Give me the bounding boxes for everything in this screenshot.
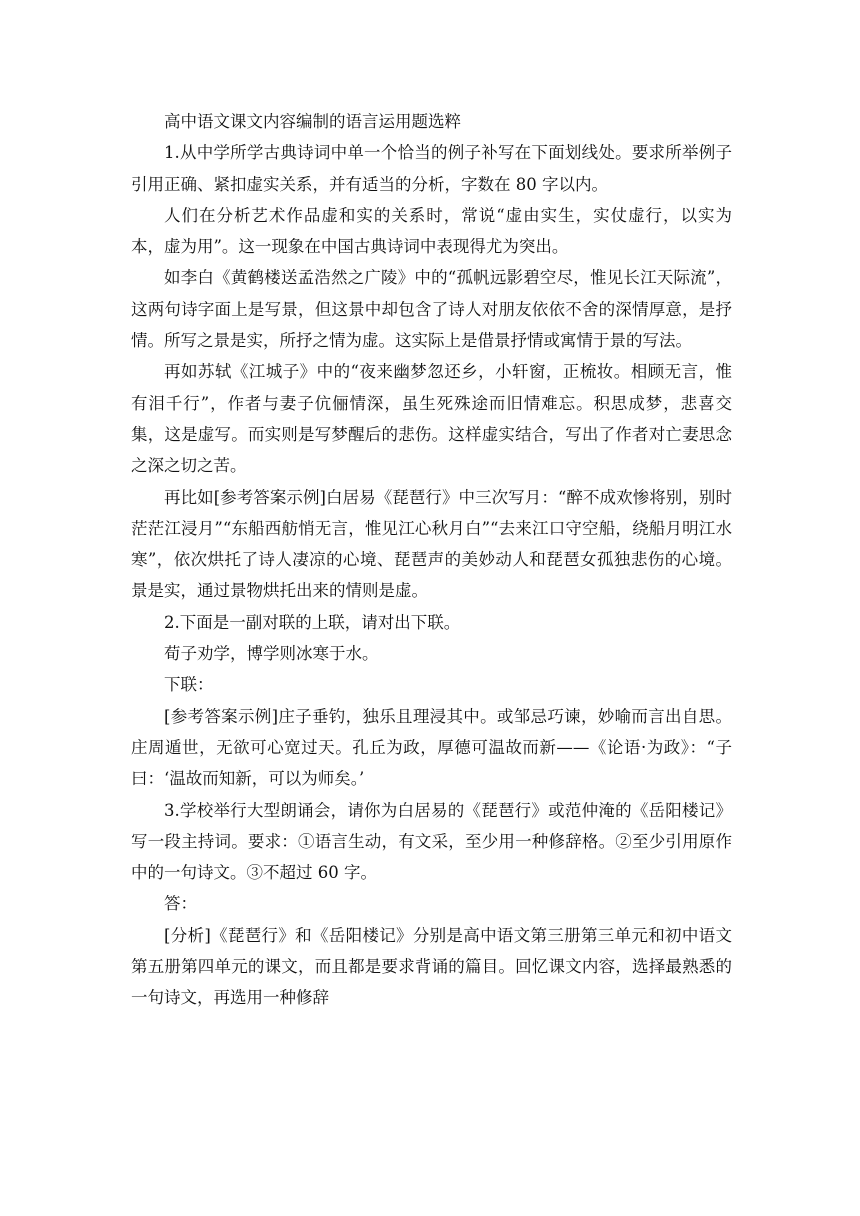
question-2-lower-couplet-label: 下联： [164, 675, 214, 695]
question-1-intro-paragraph: 人们在分析艺术作品虚和实的关系时，常说“虚由实生，实仗虚行，以实为本，虚为用”。这一现象在中国古典诗词中表现得尤为突出。 [131, 205, 732, 257]
question-2-answer-example: [参考答案示例]庄子垂钓，独乐且理浸其中。或邹忌巧谏，妙喻而言出自思。庄周遁世，无欲可心宽过天。孔丘为政，厚德可温故而新——《论语·为政》：“子曰：‘温故而知新，可以为师矣。’ [131, 706, 732, 789]
question-1-example-su-shi: 再如苏轼《江城子》中的“夜来幽梦忽还乡，小轩窗，正梳妆。相顾无言，惟有泪千行”，作者与妻子伉俪情深，虽生死殊途而旧情难忘。积思成梦，悲喜交集，这是虚写。而实则是写梦醒后的悲伤。这样虚实结合，写出了作者对亡妻思念之深之切之苦。 [131, 362, 732, 476]
question-2-upper-couplet: 荀子劝学，博学则冰寒于水。 [164, 644, 379, 664]
question-3-analysis: [分析]《琵琶行》和《岳阳楼记》分别是高中语文第三册第三单元和初中语文第五册第四单元的课文，而且都是要求背诵的篇目。回忆课文内容，选择最熟悉的一句诗文，再选用一种修辞 [131, 925, 732, 1008]
question-1-example-li-bai: 如李白《黄鹤楼送孟浩然之广陵》中的“孤帆远影碧空尽，惟见长江天际流”，这两句诗字面上是写景，但这景中却包含了诗人对朋友依依不舍的深情厚意，是抒情。所写之景是实，所抒之情为虚。这实际上是借景抒情或寓情于景的写法。 [131, 268, 732, 351]
document-page [131, 106, 732, 1014]
document-title: 高中语文课文内容编制的语言运用题选粹 [164, 112, 461, 131]
question-1-prompt: 1.从中学所学古典诗词中单一个恰当的例子补写在下面划线处。要求所举例子引用正确、紧扣虚实关系，并有适当的分析，字数在 80 字以内。 [131, 143, 732, 194]
question-3-answer-label: 答： [164, 894, 197, 914]
question-3-prompt: 3.学校举行大型朗诵会，请你为白居易的《琵琶行》或范仲淹的《岳阳楼记》写一段主持词。要求：①语言生动，有文采，至少用一种修辞格。②至少引用原作中的一句诗文。③不超过 60 字。 [131, 800, 732, 883]
question-2-prompt: 2.下面是一副对联的上联，请对出下联。 [164, 612, 461, 632]
question-1-answer-example: 再比如[参考答案示例]白居易《琵琶行》中三次写月：“醉不成欢惨将别，别时茫茫江浸月”“东船西舫悄无言，惟见江心秋月白”“去来江口守空船，绕船月明江水寒”，依次烘托了诗人凄凉的心境、琵琶声的美妙动人和琵琶女孤独悲伤的心境。景是实，通过景物烘托出来的情则是虚。 [131, 487, 732, 601]
